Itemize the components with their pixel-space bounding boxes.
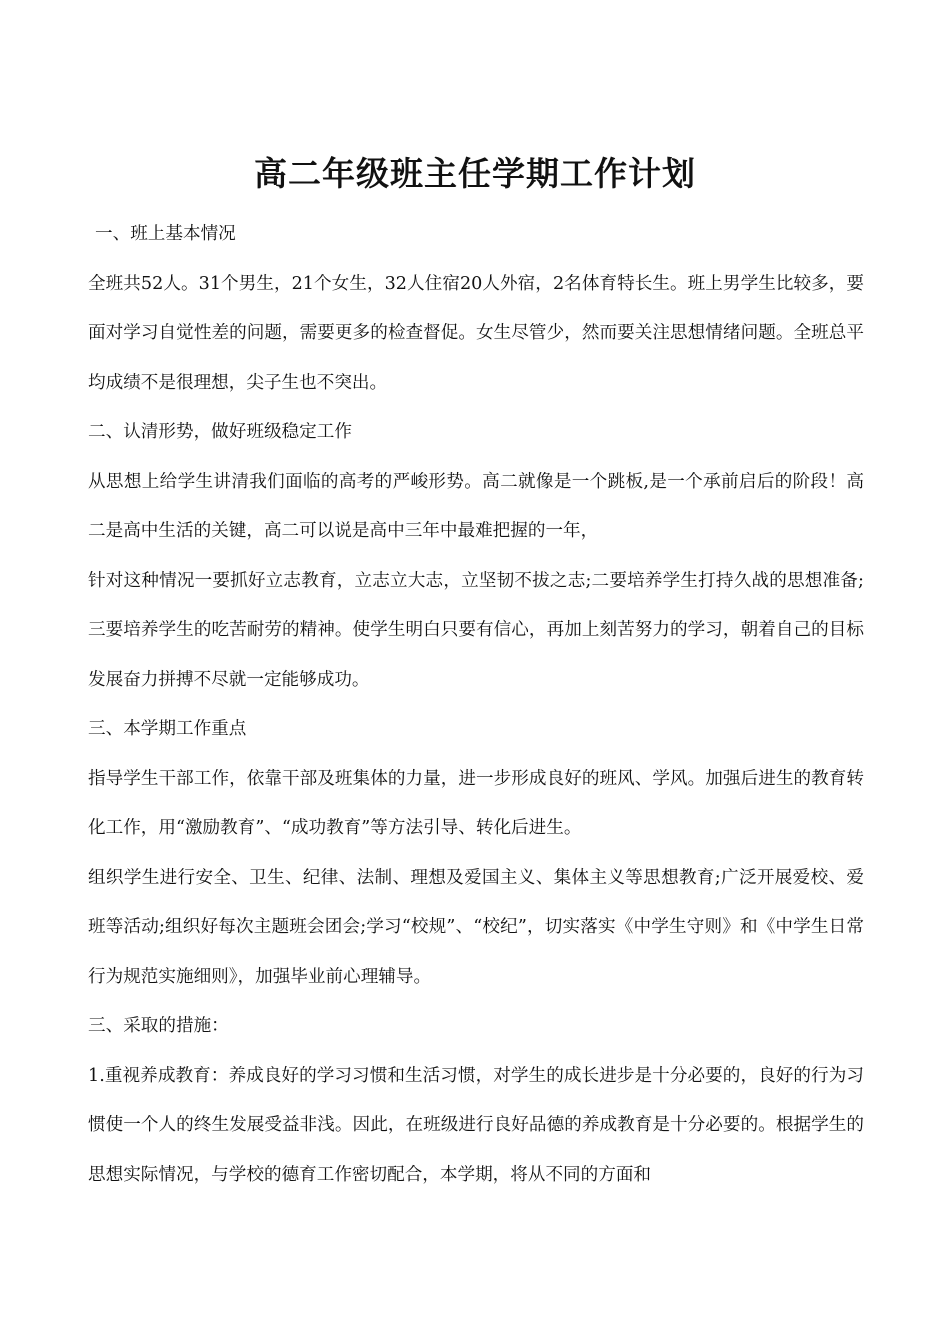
document-title: 高二年级班主任学期工作计划 <box>254 154 696 194</box>
paragraph-ideological-education: 组织学生进行安全、卫生、纪律、法制、理想及爱国主义、集体主义等思想教育;广泛开展爱校、爱班等活动;组织好每次主题班会团会;学习“校规”、“校纪”，切实落实《中学生守则》和《中学生日常行为规范实施细则》，加强毕业前心理辅导。 <box>88 867 864 987</box>
paragraph-exam-situation: 从思想上给学生讲清我们面临的高考的严峻形势。高二就像是一个跳板,是一个承前启后的阶段！高二是高中生活的关键，高二可以说是高中三年中最难把握的一年， <box>88 471 864 541</box>
section-heading-basic-situation: 一、班上基本情况 <box>95 224 236 244</box>
paragraph-class-overview: 全班共52人。31个男生，21个女生，32人住宿20人外宿，2名体育特长生。班上男学生比较多，要面对学习自觉性差的问题，需要更多的检查督促。女生尽管少，然而要关注思想情绪问题。全班总平均成绩不是很理想，尖子生也不突出。 <box>88 273 864 393</box>
paragraph-ambition-education: 针对这种情况一要抓好立志教育，立志立大志，立坚韧不拔之志;二要培养学生打持久战的思想准备;三要培养学生的吃苦耐劳的精神。使学生明白只要有信心，再加上刻苦努力的学习，朝着自己的目标发展奋力拼搏不尽就一定能够成功。 <box>88 570 864 690</box>
section-heading-situation-stability: 二、认清形势，做好班级稳定工作 <box>88 422 352 442</box>
section-heading-work-focus: 三、本学期工作重点 <box>88 719 247 739</box>
section-heading-measures: 三、采取的措施： <box>88 1016 229 1036</box>
paragraph-student-leaders: 指导学生干部工作，依靠干部及班集体的力量，进一步形成良好的班风、学风。加强后进生的教育转化工作，用“激励教育”、“成功教育”等方法引导、转化后进生。 <box>88 768 864 838</box>
paragraph-habit-education: 1.重视养成教育：养成良好的学习习惯和生活习惯，对学生的成长进步是十分必要的，良好的行为习惯使一个人的终生发展受益非浅。因此，在班级进行良好品德的养成教育是十分必要的。根据学生的思想实际情况，与学校的德育工作密切配合，本学期，将从不同的方面和 <box>88 1065 864 1185</box>
document-body <box>88 210 864 1200</box>
